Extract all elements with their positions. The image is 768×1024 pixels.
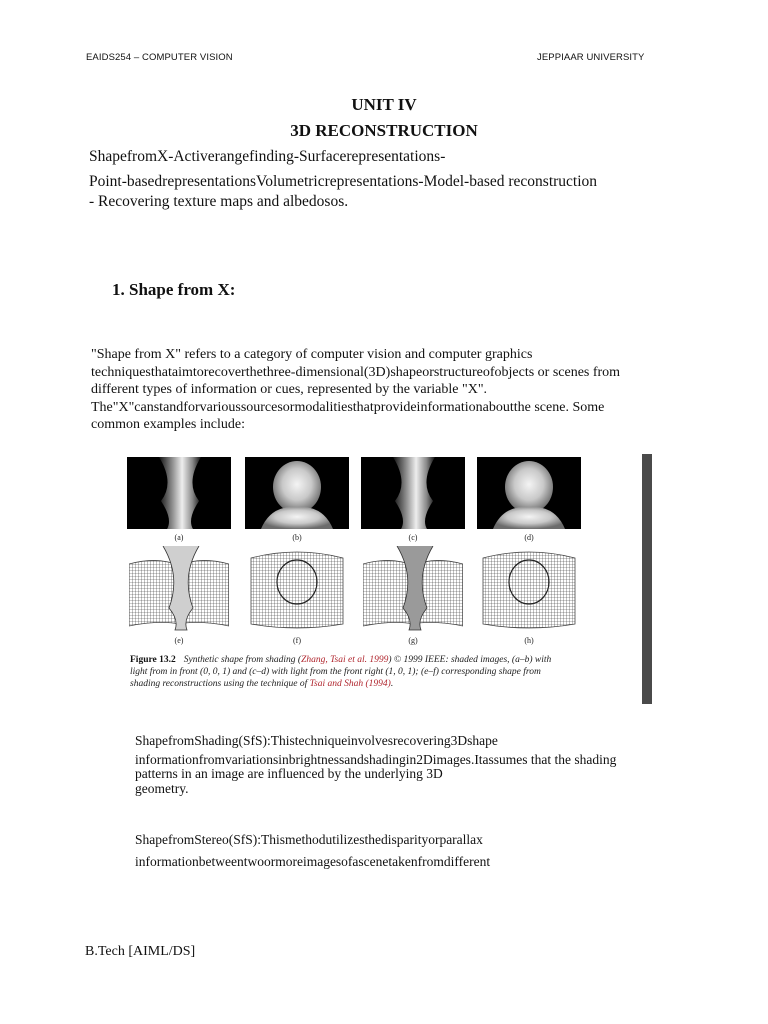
sfs-shading-line: informationfromvariationsinbrightnessandshadingin2Dimages.Itassumes that the shading <box>135 751 617 767</box>
caption-lead: Synthetic shape from shading ( <box>183 655 302 665</box>
footer-program: B.Tech [AIML/DS] <box>85 944 196 959</box>
figure-caption <box>130 654 570 690</box>
para-line: techniquesthataimtorecoverthethree-dimensional(3D)shapeorstructureofobjects or scenes from <box>91 364 621 380</box>
panel-e-vase-mesh <box>129 546 229 636</box>
sfs-stereo-paragraph <box>135 829 680 873</box>
sfs-stereo-line: informationbetweentwoormoreimagesofascenetakenfromdifferent <box>135 854 491 869</box>
label-c: (c) <box>408 533 418 542</box>
sfs-stereo-line: ShapefromStereo(SfS):Thismethodutilizesthedisparityorparallax <box>135 832 483 847</box>
panel-g-vase-mesh <box>363 546 463 636</box>
panel-h-bust-mesh <box>479 546 579 636</box>
topics-line-1: ShapefromX-Activerangefinding-Surfacerepresentations- <box>89 148 446 165</box>
sfs-shading-line: ShapefromShading(SfS):Thistechniqueinvolvesrecovering3Dshape <box>135 733 498 748</box>
panel-c-vase-shaded <box>361 457 465 529</box>
caption-citation-tsai: Tsai and Shah (1994) <box>309 679 391 689</box>
unit-number: UNIT IV <box>351 95 417 114</box>
panel-b-bust-shaded <box>245 457 349 529</box>
label-f: (f) <box>293 636 301 645</box>
figure-13-2 <box>92 454 652 706</box>
caption-end: . <box>390 679 394 689</box>
header-course: EAIDS254 – COMPUTER VISION <box>86 52 233 63</box>
intro-paragraph <box>91 346 671 434</box>
unit-title: 3D RECONSTRUCTION <box>290 121 478 140</box>
caption-body: ) © 1999 IEEE: shaded images, (a–b) with light from in front (0, 0, 1) and (c–d) with light from the front right (1, 0, 1); (e–f) corresponding shape from shading reconstructions using the technique of <box>130 655 552 689</box>
label-h: (h) <box>524 636 534 645</box>
section-heading: 1. Shape from X: <box>112 280 236 299</box>
panel-d-bust-shaded <box>477 457 581 529</box>
para-line: The"X"canstandforvarioussourcesormodalitiesthatprovideinformationaboutthe scene. Some <box>91 399 605 415</box>
figure-caption-label: Figure 13.2 <box>130 655 176 665</box>
header-university: JEPPIAAR UNIVERSITY <box>537 52 645 63</box>
label-g: (g) <box>408 636 418 645</box>
label-d: (d) <box>524 533 534 542</box>
topics-line-3: - Recovering texture maps and albedosos. <box>89 193 349 210</box>
label-e: (e) <box>174 636 184 645</box>
label-b: (b) <box>292 533 302 542</box>
topics-line-2: Point-basedrepresentationsVolumetricrepresentations-Model-based reconstruction <box>89 173 598 190</box>
para-line: "Shape from X" refers to a category of computer vision and computer graphics <box>91 347 533 362</box>
panel-f-bust-mesh <box>247 546 347 636</box>
sfs-shading-line: patterns in an image are influenced by the underlying 3D <box>135 766 443 781</box>
para-line: different types of information or cues, represented by the variable "X". <box>91 382 488 397</box>
sfs-shading-line: geometry. <box>135 780 189 796</box>
label-a: (a) <box>174 533 184 542</box>
caption-citation-zhang: Zhang, Tsai et al. 1999 <box>301 655 389 665</box>
panel-a-vase-shaded <box>127 457 231 529</box>
para-line: common examples include: <box>91 417 245 432</box>
figure-edge-bar <box>642 454 652 704</box>
sfs-shading-paragraph <box>135 732 680 798</box>
